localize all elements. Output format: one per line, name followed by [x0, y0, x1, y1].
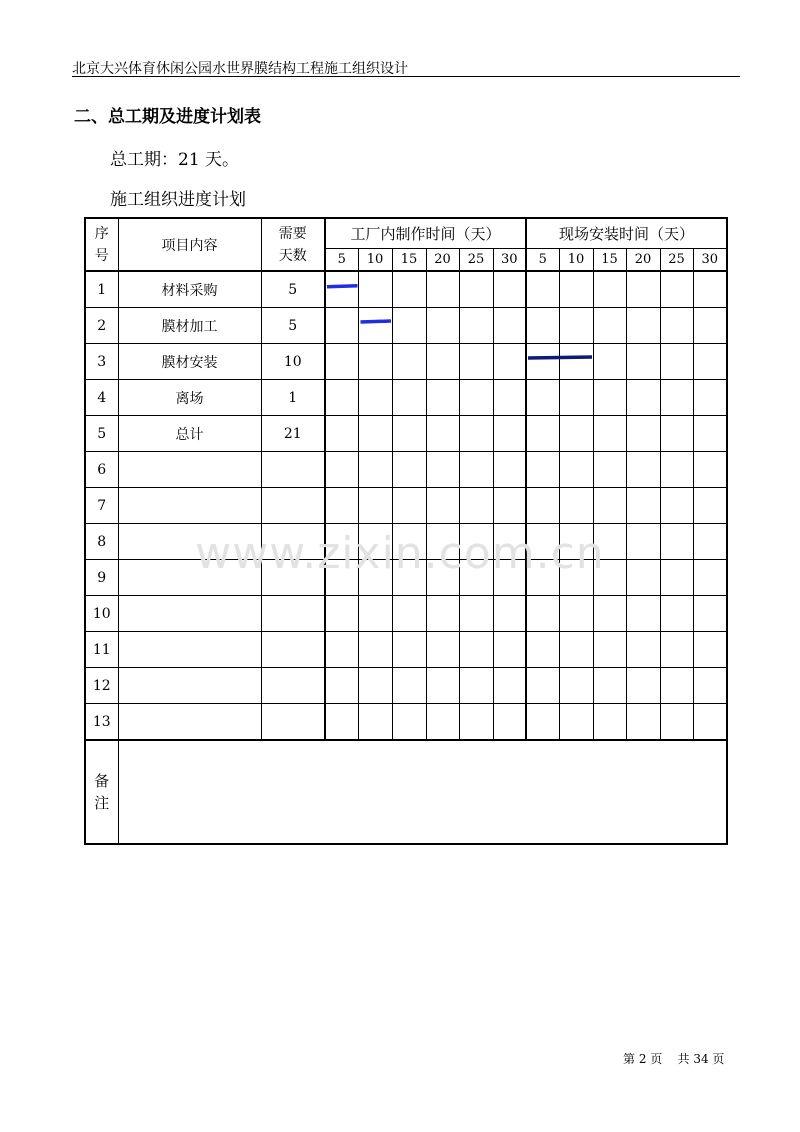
header-seq: [85, 218, 118, 271]
timeline-cell: [426, 380, 459, 416]
timeline-cell: [626, 380, 660, 416]
row-number: 1: [85, 271, 118, 308]
factory-tick: 15: [392, 249, 426, 272]
factory-tick: 10: [358, 249, 392, 272]
timeline-cell: [358, 668, 392, 704]
row-days: 1: [261, 380, 325, 416]
timeline-cell: [593, 704, 626, 741]
factory-tick: 20: [426, 249, 459, 272]
factory-tick: 30: [493, 249, 526, 272]
timeline-cell: [459, 308, 493, 344]
table-row: [85, 308, 727, 344]
row-number: 9: [85, 560, 118, 596]
site-tick: 15: [593, 249, 626, 272]
timeline-cell: [459, 488, 493, 524]
timeline-cell: [358, 380, 392, 416]
timeline-cell: [426, 704, 459, 741]
table-row: [85, 416, 727, 452]
timeline-cell: [593, 632, 626, 668]
timeline-cell: [693, 271, 727, 308]
table-row: [85, 668, 727, 704]
header-site-time: 现场安装时间（天）: [526, 218, 727, 249]
row-item: 离场: [118, 380, 261, 416]
timeline-cell: [593, 308, 626, 344]
timeline-cell: [626, 596, 660, 632]
timeline-cell: [526, 488, 559, 524]
notes-label-cell: [85, 740, 118, 844]
table-row: [85, 344, 727, 380]
row-number: 10: [85, 596, 118, 632]
timeline-cell: [459, 632, 493, 668]
timeline-cell: [559, 308, 593, 344]
row-number: 8: [85, 524, 118, 560]
timeline-cell: [392, 704, 426, 741]
row-item: [118, 488, 261, 524]
timeline-cell: [426, 596, 459, 632]
table-row: [85, 704, 727, 741]
timeline-cell: [526, 452, 559, 488]
timeline-cell: [392, 632, 426, 668]
timeline-cell: [559, 488, 593, 524]
row-days: 5: [261, 271, 325, 308]
row-number: 11: [85, 632, 118, 668]
timeline-cell: [325, 416, 358, 452]
row-number: 2: [85, 308, 118, 344]
header-factory-time: 工厂内制作时间（天）: [325, 218, 526, 249]
timeline-cell: [325, 344, 358, 380]
timeline-cell: [693, 668, 727, 704]
timeline-cell: [459, 380, 493, 416]
timeline-cell: [660, 704, 693, 741]
timeline-cell: [660, 308, 693, 344]
timeline-cell: [660, 632, 693, 668]
timeline-cell: [526, 380, 559, 416]
timeline-cell: [358, 596, 392, 632]
timeline-cell: [493, 380, 526, 416]
timeline-cell: [593, 668, 626, 704]
timeline-cell: [392, 596, 426, 632]
timeline-cell: [693, 308, 727, 344]
timeline-cell: [426, 488, 459, 524]
row-days: [261, 596, 325, 632]
row-item: [118, 596, 261, 632]
header-days: [261, 218, 325, 271]
timeline-cell: [693, 344, 727, 380]
timeline-cell: [493, 452, 526, 488]
timeline-cell: [392, 452, 426, 488]
timeline-cell: [493, 632, 526, 668]
timeline-cell: [626, 308, 660, 344]
timeline-cell: [325, 380, 358, 416]
timeline-cell: [325, 704, 358, 741]
row-days: [261, 488, 325, 524]
table-row: [85, 271, 727, 308]
timeline-cell: [559, 668, 593, 704]
timeline-cell: [358, 704, 392, 741]
timeline-cell: [526, 596, 559, 632]
timeline-cell: [626, 271, 660, 308]
header-rule: [72, 76, 740, 77]
timeline-cell: [325, 488, 358, 524]
timeline-cell: [593, 380, 626, 416]
timeline-cell: [426, 271, 459, 308]
timeline-cell: [459, 596, 493, 632]
timeline-cell: [693, 632, 727, 668]
timeline-cell: [693, 416, 727, 452]
row-item: [118, 452, 261, 488]
site-tick: 5: [526, 249, 559, 272]
timeline-cell: [325, 668, 358, 704]
timeline-cell: [693, 380, 727, 416]
timeline-cell: [358, 632, 392, 668]
row-number: 7: [85, 488, 118, 524]
timeline-cell: [358, 271, 392, 308]
timeline-cell: [526, 344, 559, 380]
timeline-cell: [426, 308, 459, 344]
timeline-cell: [426, 452, 459, 488]
timeline-cell: [693, 488, 727, 524]
timeline-cell: [559, 344, 593, 380]
row-number: 4: [85, 380, 118, 416]
timeline-cell: [660, 488, 693, 524]
row-number: 3: [85, 344, 118, 380]
timeline-cell: [493, 344, 526, 380]
timeline-cell: [358, 344, 392, 380]
timeline-cell: [626, 704, 660, 741]
table-row: [85, 488, 727, 524]
timeline-cell: [325, 632, 358, 668]
timeline-cell: [526, 416, 559, 452]
timeline-cell: [358, 452, 392, 488]
timeline-cell: [325, 308, 358, 344]
timeline-cell: [325, 596, 358, 632]
timeline-cell: [593, 344, 626, 380]
header-seq-label: 序号: [94, 225, 109, 264]
timeline-cell: [526, 271, 559, 308]
total-duration-text: 总工期：21 天。: [110, 150, 240, 170]
timeline-cell: [493, 668, 526, 704]
timeline-cell: [392, 488, 426, 524]
timeline-cell: [426, 668, 459, 704]
timeline-cell: [693, 452, 727, 488]
timeline-cell: [660, 344, 693, 380]
timeline-cell: [593, 416, 626, 452]
row-number: 13: [85, 704, 118, 741]
row-item: [118, 704, 261, 741]
timeline-cell: [660, 380, 693, 416]
row-item: 总计: [118, 416, 261, 452]
footer-page: 第 2 页: [623, 1052, 663, 1066]
row-number: 6: [85, 452, 118, 488]
timeline-cell: [459, 668, 493, 704]
timeline-cell: [593, 271, 626, 308]
timeline-cell: [426, 416, 459, 452]
timeline-cell: [392, 271, 426, 308]
timeline-cell: [660, 271, 693, 308]
site-tick: 10: [559, 249, 593, 272]
row-number: 12: [85, 668, 118, 704]
timeline-cell: [325, 271, 358, 308]
timeline-cell: [392, 668, 426, 704]
timeline-cell: [559, 632, 593, 668]
footer-total: 共 34 页: [677, 1052, 725, 1066]
timeline-cell: [392, 416, 426, 452]
timeline-cell: [626, 344, 660, 380]
site-tick: 25: [660, 249, 693, 272]
timeline-cell: [693, 596, 727, 632]
timeline-cell: [493, 596, 526, 632]
timeline-cell: [358, 488, 392, 524]
timeline-cell: [493, 416, 526, 452]
row-days: 21: [261, 416, 325, 452]
table-row: [85, 596, 727, 632]
factory-tick: 25: [459, 249, 493, 272]
row-number: 5: [85, 416, 118, 452]
timeline-cell: [559, 704, 593, 741]
notes-content: [118, 740, 727, 844]
timeline-cell: [493, 271, 526, 308]
timeline-cell: [559, 271, 593, 308]
timeline-cell: [559, 380, 593, 416]
row-days: [261, 668, 325, 704]
timeline-cell: [459, 271, 493, 308]
timeline-cell: [626, 668, 660, 704]
timeline-cell: [392, 308, 426, 344]
row-item: 膜材安装: [118, 344, 261, 380]
timeline-cell: [358, 416, 392, 452]
row-days: [261, 632, 325, 668]
page-footer: [623, 1050, 724, 1067]
row-item: 膜材加工: [118, 308, 261, 344]
timeline-cell: [626, 632, 660, 668]
timeline-cell: [626, 488, 660, 524]
row-days: 5: [261, 308, 325, 344]
timeline-cell: [660, 668, 693, 704]
timeline-cell: [526, 632, 559, 668]
timeline-cell: [660, 596, 693, 632]
notes-label: 备注: [94, 772, 110, 812]
timeline-cell: [392, 344, 426, 380]
row-item: 材料采购: [118, 271, 261, 308]
timeline-cell: [526, 308, 559, 344]
timeline-cell: [426, 632, 459, 668]
timeline-cell: [493, 308, 526, 344]
row-item: [118, 668, 261, 704]
timeline-cell: [358, 308, 392, 344]
header-item: 项目内容: [118, 218, 261, 271]
timeline-cell: [693, 704, 727, 741]
timeline-cell: [559, 416, 593, 452]
timeline-cell: [392, 380, 426, 416]
document-header: 北京大兴体育休闲公园水世界膜结构工程施工组织设计: [72, 61, 408, 77]
section-title: 二、总工期及进度计划表: [74, 107, 261, 127]
timeline-cell: [626, 416, 660, 452]
timeline-cell: [660, 452, 693, 488]
timeline-cell: [593, 452, 626, 488]
timeline-cell: [593, 596, 626, 632]
timeline-cell: [459, 704, 493, 741]
row-item: [118, 632, 261, 668]
timeline-cell: [559, 596, 593, 632]
timeline-cell: [626, 452, 660, 488]
timeline-cell: [459, 416, 493, 452]
timeline-cell: [559, 452, 593, 488]
timeline-cell: [493, 704, 526, 741]
table-row: [85, 452, 727, 488]
timeline-cell: [459, 344, 493, 380]
header-days-label: 需要天数: [278, 225, 307, 264]
timeline-cell: [593, 488, 626, 524]
plan-title: 施工组织进度计划: [110, 190, 246, 210]
timeline-cell: [325, 452, 358, 488]
table-row: [85, 380, 727, 416]
timeline-cell: [426, 344, 459, 380]
table-row: [85, 632, 727, 668]
row-days: 10: [261, 344, 325, 380]
timeline-cell: [493, 488, 526, 524]
factory-tick: 5: [325, 249, 358, 272]
watermark: www.zixin.com.cn: [195, 528, 605, 579]
timeline-cell: [660, 416, 693, 452]
timeline-cell: [526, 704, 559, 741]
timeline-cell: [526, 668, 559, 704]
site-tick: 30: [693, 249, 727, 272]
row-days: [261, 704, 325, 741]
site-tick: 20: [626, 249, 660, 272]
row-days: [261, 452, 325, 488]
timeline-cell: [459, 452, 493, 488]
